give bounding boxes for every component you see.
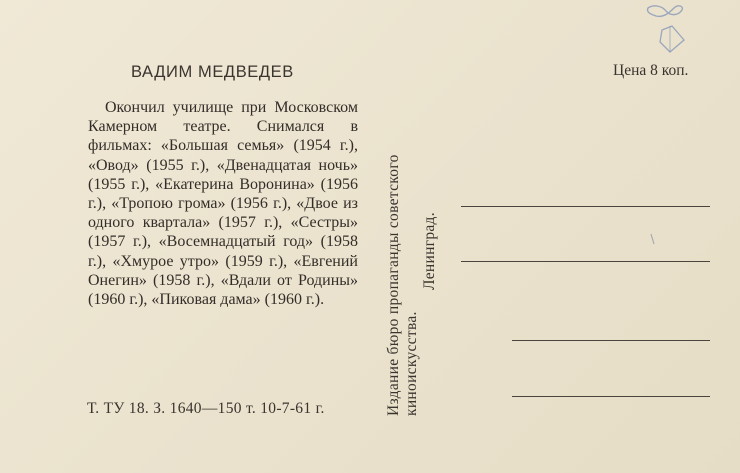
- publisher-line-1: Издание бюро пропаганды советского: [385, 154, 402, 416]
- biography-text: Окончил училище при Московском Камерном театре. Снимался в фильмах: «Большая семья» (1954 г.), «Овод» (1955 г.), «Двенадцатая ночь» (1955 г.), «Екатерина Воронина» (1956 г.), «Тропою грома» (1956 г.), «Двое из одного квартала» (1957 г.), «Сестры» (1957 г.), «Восемнадцатый год» (1958 г.), «Хмурое утро» (1959 г.), «Евгений Онегин» (1958 г.), «Вдали от Родины» (1960 г.), «Пиковая дама» (1960 г.).: [88, 99, 358, 309]
- publisher-line-2: киноискусства.: [403, 311, 420, 416]
- pencil-tick-mark-icon: [648, 232, 658, 246]
- actor-name-heading: ВАДИМ МЕДВЕДЕВ: [131, 63, 294, 81]
- price-label: Цена 8 коп.: [613, 62, 689, 79]
- address-line: [461, 206, 710, 207]
- handwritten-pencil-mark-icon: [640, 2, 690, 60]
- address-line: [512, 340, 710, 341]
- address-line: [461, 261, 710, 262]
- print-info: Т. ТУ 18. З. 1640—150 т. 10-7-61 г.: [87, 400, 325, 417]
- publisher-city: Ленинград.: [421, 212, 438, 290]
- address-line: [512, 396, 710, 397]
